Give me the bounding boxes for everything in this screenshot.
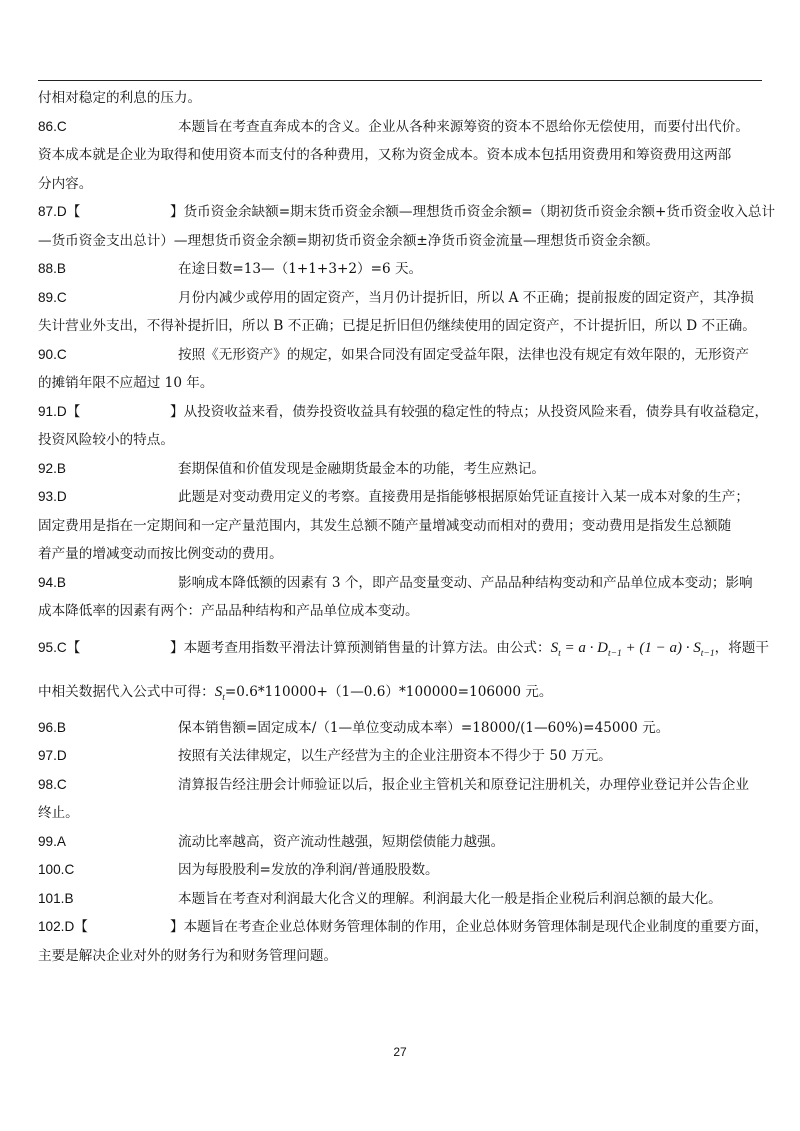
answer-91 (38, 398, 769, 427)
text-line: 主要是解决企业对外的财务行为和财务管理问题。 (38, 947, 338, 964)
answer-87 (38, 198, 776, 227)
answer-id: 94.B (38, 574, 66, 590)
answer-text: 】本题旨在考查企业总体财务管理体制的作用，企业总体财务管理体制是现代企业制度的重要方面， (170, 919, 769, 935)
answer-id: 98.C (38, 776, 67, 792)
text-line: 终止。 (38, 805, 79, 821)
formula-variable: $S_t$ (214, 683, 225, 703)
answer-92 (38, 455, 762, 484)
answer-text: 在途日数=13—（1+1+3+2）=6 天。 (178, 261, 423, 277)
answer-id: 88.B (38, 261, 66, 276)
answer-97 (38, 742, 762, 771)
answer-96 (38, 714, 762, 743)
answer-id: 101.B (38, 890, 74, 906)
answer-text: ，将题干 (714, 639, 769, 656)
answer-text: 保本销售额=固定成本/（1—单位变动成本率）=18000/(1—60%)=45000 元。 (178, 719, 670, 736)
answer-text: 流动比率越高，资产流动性越强，短期偿债能力越强。 (178, 833, 505, 850)
answer-88 (38, 255, 762, 284)
answer-id: 92.B (38, 460, 66, 476)
answer-text: 此题是对变动费用定义的考察。直接费用是指能够根据原始凭证直接计入某一成本对象的生产； (178, 489, 749, 505)
text-line: 付相对稳定的利息的压力。 (38, 90, 202, 106)
answer-101 (38, 885, 762, 914)
text-line: 中相关数据代入公式中可得：$S_t=0.6*110000+(1—0.6)*100000=106000$ 元。 (38, 683, 553, 703)
answer-94 (38, 569, 762, 598)
answer-text: 月份内减少或停用的固定资产，当月仍计提折旧，所以 A 不正确；提前报废的固定资产，其净损 (178, 289, 754, 306)
answer-text: 】从投资收益来看，债券投资收益具有较强的稳定性的特点；从投资风险来看，债券具有收益稳定， (170, 403, 769, 420)
answer-89 (38, 284, 762, 313)
answer-id: 95.C【 (38, 639, 81, 655)
text-line: 成本降低率的因素有两个：产品品种结构和产品单位成本变动。 (38, 603, 419, 619)
answer-text: 因为每股股利=发放的净利润/普通股股数。 (178, 862, 439, 878)
answer-id: 100.C (38, 862, 75, 877)
answer-100 (38, 856, 762, 885)
page-number: 27 (393, 1045, 407, 1059)
answer-text: 按照《无形资产》的规定，如果合同没有固定受益年限，法律也没有规定有效年限的，无形资产 (178, 346, 749, 363)
text-line: 的摊销年限不应超过 10 年。 (38, 375, 214, 391)
answer-99 (38, 828, 762, 857)
answer-102 (38, 913, 769, 942)
answer-text: 】货币资金余缺额=期末货币资金余额—理想货币资金余额=（期初货币资金余额+货币资金收入总计 (170, 204, 776, 220)
answer-text: 套期保值和价值发现是金融期货最金本的功能，考生应熟记。 (178, 460, 546, 477)
answer-93 (38, 483, 762, 512)
answer-text: 本题旨在考查直奔成本的含义。企业从各种来源筹资的资本不恩给你无偿使用，而要付出代价。 (178, 118, 749, 135)
answer-id: 93.D (38, 489, 67, 504)
header-rule (38, 80, 762, 81)
answer-text: 】本题考查用指数平滑法计算预测销售量的计算方法。由公式： (170, 639, 551, 656)
answer-95 (38, 626, 769, 670)
answer-id: 102.D【 (38, 919, 88, 934)
answer-id: 91.D【 (38, 403, 81, 419)
answer-list (38, 84, 776, 970)
text-line: 着产量的增减变动而按比例变动的费用。 (38, 546, 283, 562)
answer-id: 97.D (38, 748, 67, 763)
answer-text: 本题旨在考查对利润最大化含义的理解。利润最大化一般是指企业税后利润总额的最大化。 (178, 890, 722, 907)
answer-id: 87.D【 (38, 204, 81, 219)
text-line: 资本成本就是企业为取得和使用资本而支付的各种费用，又称为资金成本。资本成本包括用资费用和筹资费用这两部 (38, 147, 732, 163)
answer-id: 90.C (38, 346, 67, 362)
smoothing-formula: $S_t = a \cdot D_{t-1} + (1 - a) \cdot S_{t-1}$ (550, 639, 715, 659)
answer-id: 96.B (38, 719, 66, 735)
text-line: 分内容。 (38, 175, 93, 192)
answer-id: 99.A (38, 833, 66, 849)
answer-text: 按照有关法律规定，以生产经营为主的企业注册资本不得少于 50 万元。 (178, 748, 612, 764)
text-line: 失计营业外支出，不得补提折旧，所以 B 不正确；已提足折旧但仍继续使用的固定资产，不计提折旧，所以 D 不正确。 (38, 318, 756, 334)
answer-text: 清算报告经注册会计师验证以后，报企业主管机关和原登记注册机关，办理停业登记并公告企业 (178, 776, 749, 793)
answer-98 (38, 771, 762, 800)
answer-86 (38, 113, 762, 142)
text-line: 固定费用是指在一定期间和一定产量范围内，其发生总额不随产量增减变动而相对的费用；变动费用是指发生总额随 (38, 517, 732, 534)
text-line: 投资风险较小的特点。 (38, 432, 174, 448)
text-line: —货币资金支出总计）—理想货币资金余额=期初货币资金余额±净货币资金流量—理想货币资金余额。 (38, 232, 659, 249)
answer-90 (38, 341, 762, 370)
answer-id: 86.C (38, 118, 67, 134)
answer-id: 89.C (38, 289, 67, 305)
answer-text: 影响成本降低额的因素有 3 个，即产品变量变动、产品品种结构变动和产品单位成本变动；影响 (178, 574, 753, 591)
